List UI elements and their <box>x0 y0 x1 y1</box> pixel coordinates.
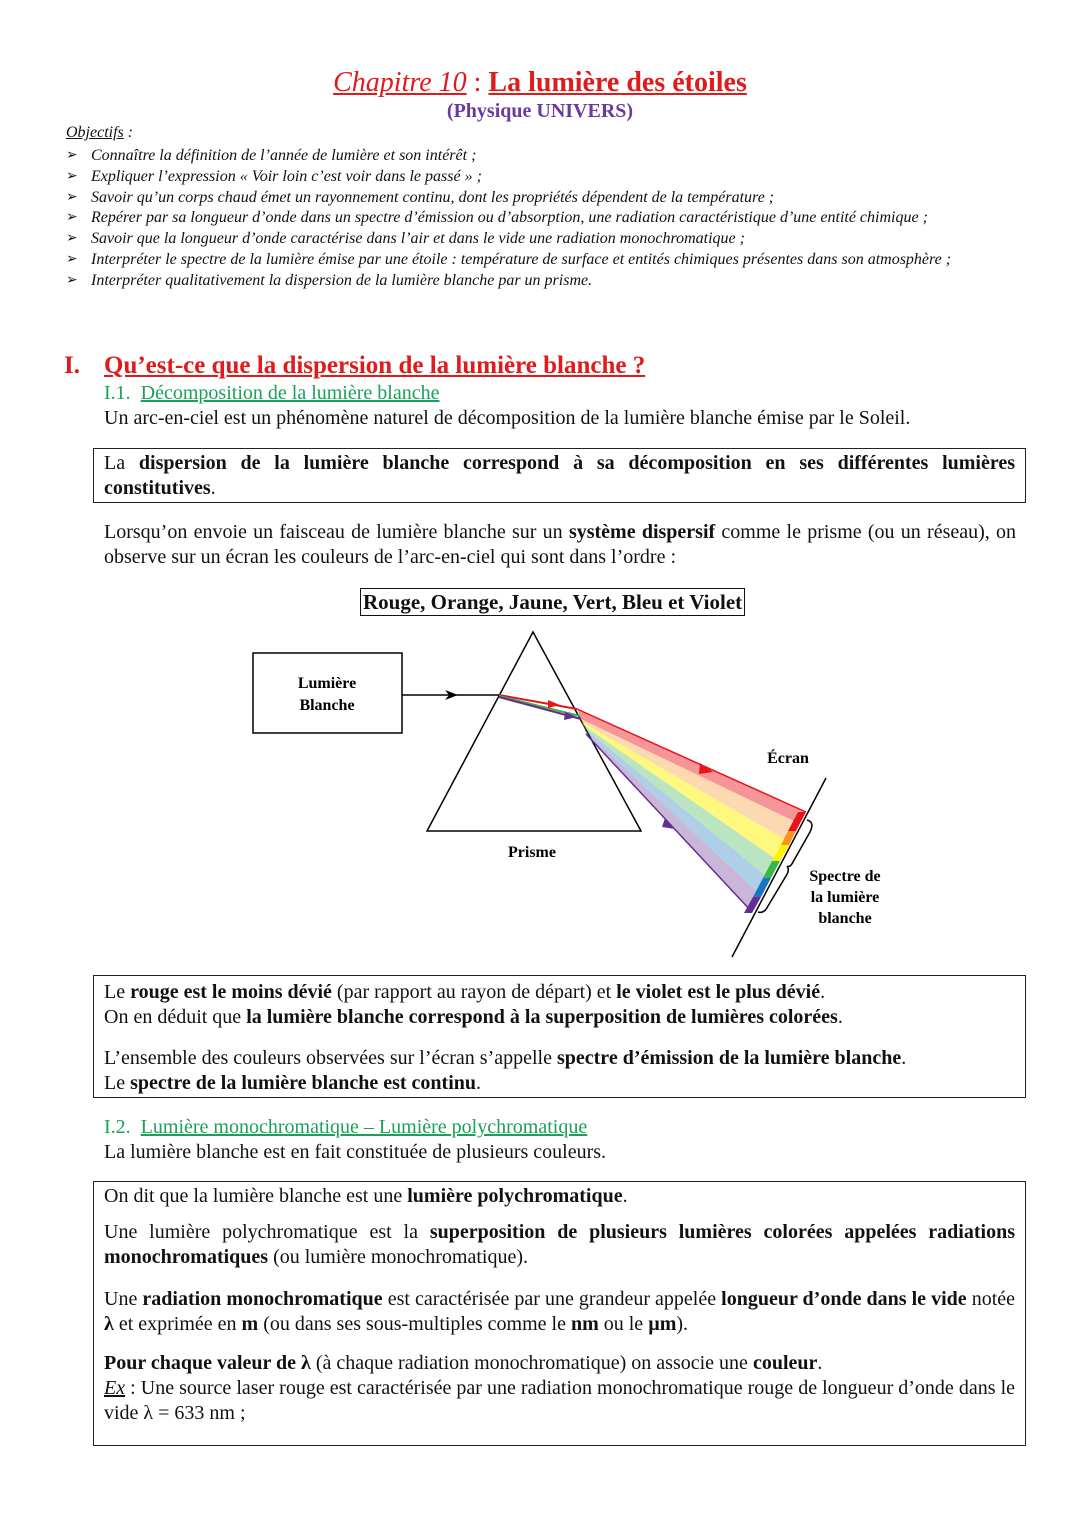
subsection-number: I.2. <box>104 1116 131 1138</box>
objective-item <box>66 229 1016 250</box>
subsection-title: Décomposition de la lumière blanche <box>140 382 440 404</box>
subsection-title: Lumière monochromatique – Lumière polychromatique <box>140 1116 588 1138</box>
objective-text: Expliquer l’expression « Voir loin c’est voir dans le passé » ; <box>91 167 482 185</box>
arrow-bullet-icon: ➢ <box>66 189 78 205</box>
box-paragraph-4: Pour chaque valeur de λ (à chaque radiation monochromatique) on associe une couleur. <box>104 1352 823 1374</box>
box-paragraph-1: On dit que la lumière blanche est une lumière polychromatique. <box>104 1185 628 1207</box>
title-separator: : <box>466 67 489 98</box>
objective-item <box>66 167 1016 188</box>
definition-box <box>93 448 1026 503</box>
result-box <box>93 975 1026 1098</box>
objective-text: Repérer par sa longueur d’onde dans un spectre d’émission ou d’absorption, une radiation caractéristique d’une entité chimique ; <box>91 209 928 227</box>
spectrum-label-3: blanche <box>818 910 872 927</box>
arrow-bullet-icon: ➢ <box>66 231 78 247</box>
result-line-3: L’ensemble des couleurs observées sur l’écran s’appelle spectre d’émission de la lumière blanche. <box>104 1047 907 1069</box>
arrow-bullet-icon: ➢ <box>66 251 78 267</box>
objective-item <box>66 146 1016 167</box>
colors-order-box: Rouge, Orange, Jaune, Vert, Bleu et Violet <box>360 588 745 616</box>
definition-text: La dispersion de la lumière blanche correspond à sa décomposition en ses différentes lumières constitutives. <box>104 452 1016 499</box>
objective-item <box>66 188 1016 209</box>
example-label: Ex <box>104 1377 126 1399</box>
box-paragraph-3: Une radiation monochromatique est caractérisée par une grandeur appelée longueur d’onde dans le vide notée λ et exprimée en m (ou dans ses sous-multiples comme le nm ou le µm). <box>104 1288 1016 1335</box>
objective-text: Savoir que la longueur d’onde caractérise dans l’air et dans le vide une radiation monochromatique ; <box>91 230 745 248</box>
arrow-bullet-icon: ➢ <box>66 148 78 163</box>
rainbow-intro: Un arc-en-ciel est un phénomène naturel de décomposition de la lumière blanche émise par le Soleil. <box>104 407 911 429</box>
objective-item <box>66 250 1016 271</box>
chapter-label: Chapitre 10 <box>333 67 467 98</box>
prism-label: Prisme <box>508 844 556 861</box>
result-line-4: Le spectre de la lumière blanche est continu. <box>104 1072 481 1094</box>
light-source-box <box>253 653 402 733</box>
objectives-heading-colon: : <box>123 124 134 141</box>
objective-text: Savoir qu’un corps chaud émet un rayonnement continu, dont les propriétés dépendent de la température ; <box>91 188 775 206</box>
objective-text: Connaître la définition de l’année de lumière et son intérêt ; <box>91 147 477 164</box>
source-label-1: Lumière <box>297 675 357 692</box>
source-label-2: Blanche <box>299 697 355 714</box>
chapter-title <box>0 66 1080 100</box>
objectives-heading <box>66 124 133 142</box>
objective-item <box>66 208 1016 229</box>
dispersion-paragraph: Lorsqu’on envoie un faisceau de lumière blanche sur un système dispersif comme le prisme (ou un réseau), on observe sur un écran les couleurs de l’arc-en-ciel qui sont dans l’ordre : <box>104 521 1017 568</box>
section-heading <box>64 352 645 380</box>
subsection-heading-2 <box>104 1116 587 1139</box>
objective-text: Interpréter qualitativement la dispersion de la lumière blanche par un prisme. <box>91 271 593 289</box>
objectives-list <box>66 146 1016 292</box>
result-line-1: Le rouge est le moins dévié (par rapport au rayon de départ) et le violet est le plus dévié. <box>104 981 826 1003</box>
arrow-bullet-icon: ➢ <box>66 210 78 226</box>
spectrum-label-2: la lumière <box>810 889 880 906</box>
prism-dispersion-diagram <box>240 620 920 965</box>
box-paragraph-2: Une lumière polychromatique est la superposition de plusieurs lumières colorées appelées radiations monochromatiques (ou lumière monochromatique). <box>104 1221 1015 1268</box>
objective-text: Interpréter le spectre de la lumière émise par une étoile : température de surface et entités chimiques présentes dans son atmosphère ; <box>91 250 952 268</box>
objective-item <box>66 271 1016 292</box>
polychromatic-intro: La lumière blanche est en fait constituée de plusieurs couleurs. <box>104 1141 607 1163</box>
arrow-bullet-icon: ➢ <box>66 272 78 288</box>
red-arrow-icon <box>548 700 560 708</box>
example-paragraph <box>104 1376 1015 1426</box>
objectives-heading-label: Objectifs <box>66 124 124 141</box>
chapter-subtitle: (Physique UNIVERS) <box>446 100 634 122</box>
subsection-heading-1 <box>104 382 439 405</box>
result-line-2: On en déduit que la lumière blanche correspond à la superposition de lumières colorées. <box>104 1006 843 1028</box>
subsection-number: I.1. <box>104 382 131 404</box>
monochromatic-box <box>93 1181 1026 1446</box>
example-text: : Une source laser rouge est caractérisée par une radiation monochromatique rouge de longueur d’onde dans le vide λ = 633 nm ; <box>104 1377 1015 1424</box>
section-title: Qu’est-ce que la dispersion de la lumière blanche ? <box>104 352 646 379</box>
section-number: I. <box>64 352 80 379</box>
screen-label: Écran <box>767 750 809 767</box>
spectrum-label-1: Spectre de <box>809 868 881 885</box>
chapter-name: La lumière des étoiles <box>488 67 747 98</box>
arrow-bullet-icon: ➢ <box>66 168 78 184</box>
